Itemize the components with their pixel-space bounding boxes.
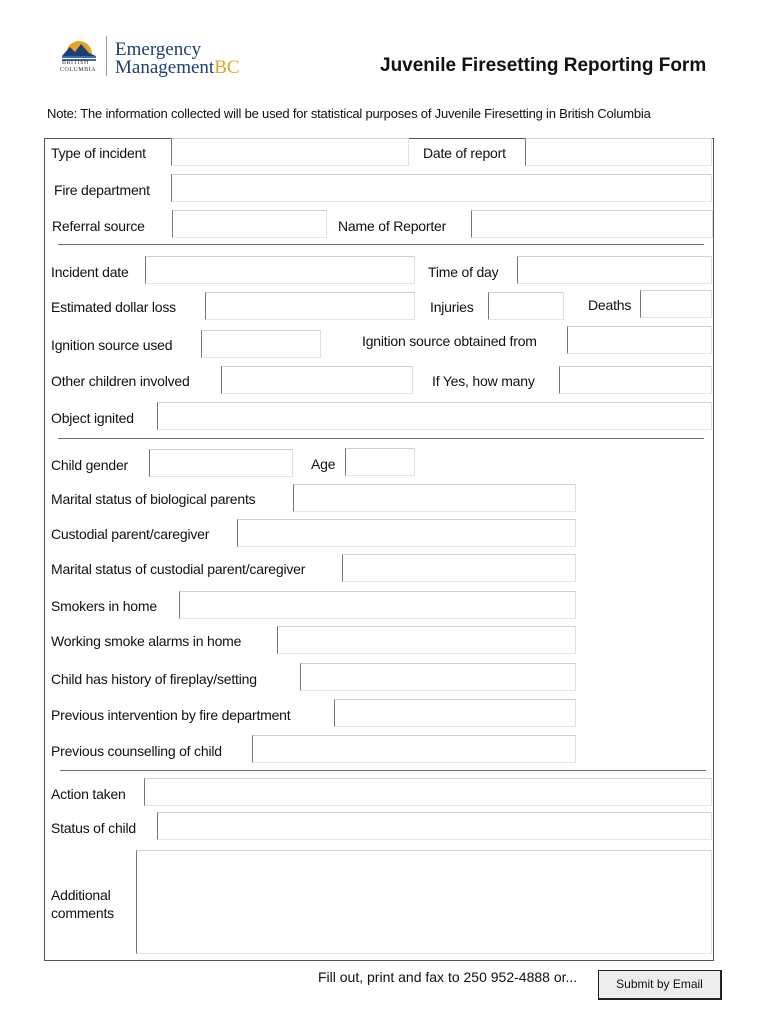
type-of-incident-label: Type of incident — [51, 145, 146, 161]
sun-mountains-icon — [58, 38, 100, 62]
logo-line2-main: Management — [115, 57, 215, 78]
if-yes-how-many-field[interactable] — [559, 366, 712, 394]
logo-line2 — [115, 59, 240, 77]
section-divider — [60, 770, 706, 771]
ignition-source-used-field[interactable] — [201, 330, 321, 358]
injuries-field[interactable] — [488, 292, 564, 320]
marital-status-custodial-label: Marital status of custodial parent/caregiver — [51, 561, 306, 577]
custodial-parent-field[interactable] — [237, 519, 576, 547]
history-fireplay-label: Child has history of fireplay/setting — [51, 671, 257, 687]
custodial-parent-label: Custodial parent/caregiver — [51, 526, 210, 542]
ignition-source-used-label: Ignition source used — [51, 337, 173, 353]
child-gender-label: Child gender — [51, 457, 128, 473]
other-children-involved-field[interactable] — [221, 366, 413, 394]
section-divider — [58, 438, 704, 439]
child-gender-field[interactable] — [149, 449, 293, 477]
additional-comments-label-line1: Additional — [51, 887, 111, 903]
time-of-day-label: Time of day — [428, 264, 499, 280]
logo-small-line2: COLUMBIA — [60, 67, 97, 73]
referral-source-label: Referral source — [52, 218, 145, 234]
referral-source-field[interactable] — [172, 210, 327, 238]
additional-comments-textarea[interactable] — [136, 850, 712, 954]
marital-status-custodial-field[interactable] — [342, 554, 576, 582]
form-note: Note: The information collected will be used for statistical purposes of Juvenile Firesetting in British Columbia — [47, 106, 651, 121]
object-ignited-label: Object ignited — [51, 410, 134, 426]
fax-instruction: Fill out, print and fax to 250 952-4888 or... — [318, 969, 578, 985]
logo-line1: Emergency — [115, 39, 202, 60]
ignition-source-obtained-field[interactable] — [567, 326, 712, 354]
submit-by-email-button[interactable]: Submit by Email — [598, 970, 722, 1000]
ignition-source-obtained-label: Ignition source obtained from — [362, 333, 537, 349]
other-children-involved-label: Other children involved — [51, 373, 190, 389]
time-of-day-field[interactable] — [517, 256, 712, 284]
smokers-in-home-field[interactable] — [179, 591, 576, 619]
incident-date-label: Incident date — [51, 264, 129, 280]
marital-status-bio-field[interactable] — [293, 484, 576, 512]
section-divider — [58, 244, 704, 245]
previous-counselling-label: Previous counselling of child — [51, 743, 222, 759]
page-title: Juvenile Firesetting Reporting Form — [380, 55, 707, 76]
smokers-in-home-label: Smokers in home — [51, 598, 157, 614]
previous-counselling-field[interactable] — [252, 735, 576, 763]
date-of-report-label: Date of report — [423, 145, 506, 161]
logo-line2-accent: BC — [214, 57, 240, 78]
date-of-report-field[interactable] — [525, 138, 712, 166]
age-field[interactable] — [345, 448, 415, 476]
additional-comments-label-line2: comments — [51, 905, 114, 921]
logo-small-line1: BRITISH — [62, 60, 89, 66]
injuries-label: Injuries — [430, 299, 474, 315]
previous-intervention-label: Previous intervention by fire department — [51, 707, 291, 723]
previous-intervention-field[interactable] — [334, 699, 576, 727]
status-of-child-label: Status of child — [51, 820, 136, 836]
working-smoke-alarms-label: Working smoke alarms in home — [51, 633, 242, 649]
type-of-incident-field[interactable] — [171, 138, 409, 166]
action-taken-label: Action taken — [51, 786, 126, 802]
object-ignited-field[interactable] — [157, 402, 712, 430]
deaths-label: Deaths — [588, 297, 632, 313]
age-label: Age — [311, 456, 336, 472]
marital-status-bio-label: Marital status of biological parents — [51, 491, 256, 507]
bc-logo — [58, 38, 100, 74]
name-of-reporter-field[interactable] — [471, 210, 713, 238]
estimated-dollar-loss-label: Estimated dollar loss — [51, 299, 176, 315]
fire-department-label: Fire department — [54, 182, 150, 198]
estimated-dollar-loss-field[interactable] — [205, 292, 415, 320]
deaths-field[interactable] — [640, 290, 712, 318]
name-of-reporter-label: Name of Reporter — [338, 218, 447, 234]
fire-department-field[interactable] — [171, 174, 712, 202]
if-yes-how-many-label: If Yes, how many — [432, 373, 535, 389]
history-fireplay-field[interactable] — [300, 663, 576, 691]
logo-divider — [106, 36, 107, 76]
working-smoke-alarms-field[interactable] — [277, 626, 576, 654]
incident-date-field[interactable] — [145, 256, 415, 284]
action-taken-field[interactable] — [144, 778, 712, 806]
status-of-child-field[interactable] — [157, 812, 712, 840]
